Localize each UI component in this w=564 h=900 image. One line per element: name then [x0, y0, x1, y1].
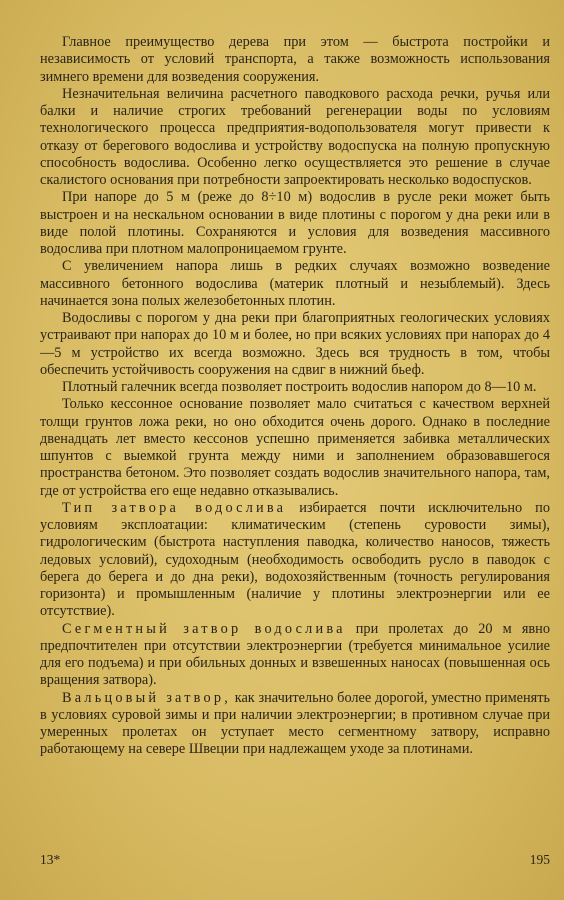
paragraph-text: Плотный галечник всегда позволяет построить водослив напором до 8—10 м. — [62, 379, 537, 395]
paragraph-text: Водосливы с порогом у дна реки при благоприятных геологических условиях устраивают при напорах до 10 м и более, но при всяких условиях при напорах до 4—5 м устройство их всегда возможно. Здесь вся трудность в том, чтобы обеспечить устойчивость сооружения на сдвиг в нижний бьеф. — [40, 310, 550, 378]
paragraph-text: как значительно более дорогой, уместно применять в условиях суровой зимы и при наличии электроэнергии; в противном случае при умеренных пролетах он уступает место сегментному затвору, исправно работающему на севере Швеции при надлежащем уходе за плотинами. — [40, 689, 550, 758]
paragraph-lead: Вальцовый затвор, — [62, 689, 231, 706]
paragraph-text: избирается почти исключительно по условиям эксплоатации: климатическим (степень суровости зимы), гидрологическим (быстрота наступления паводка, количество наносов, тяжесть ледовых условий), судоходным (необходимость освободить русло в паводок с берега до берега и до дна реки), водохозяйственным (точность регулирования горизонта) и промышленным (наличие у плотины электроэнергии или ее отсутствие). — [40, 499, 550, 620]
paragraph — [40, 86, 550, 190]
paragraph — [40, 379, 550, 396]
paragraph-text: С увеличением напора лишь в редких случаях возможно возведение массивного бетонного водослива (материк плотный и незыблемый). Здесь начинается зона полых железобетонных плотин. — [40, 258, 550, 309]
paragraph — [40, 189, 550, 258]
book-page — [40, 34, 550, 874]
page-footer — [40, 852, 550, 868]
paragraph — [40, 500, 550, 621]
paragraph — [40, 310, 550, 379]
paragraph — [40, 258, 550, 310]
page-number: 195 — [529, 852, 550, 867]
signature-mark: 13* — [40, 852, 61, 867]
paragraph-text: при пролетах до 20 м явно предпочтителен при отсутствии электроэнергии (требуется минимальное усилие для его подъема) и при обильных донных и взвешенных наносах (повышенная ось вращения затвора). — [40, 620, 550, 689]
paragraph-text: При напоре до 5 м (реже до 8÷10 м) водослив в русле реки может быть выстроен и на нескальном основании в виде плотины с порогом у дна реки или в виде полой плотины. Сохраняются и условия для возведения массивного водослива при плотном малопроницаемом грунте. — [40, 189, 550, 257]
body-text — [40, 34, 550, 759]
paragraph-text: Главное преимущество дерева при этом — быстрота постройки и независимость от условий транспорта, а также возможность использования зимнего времени для возведения сооружения. — [40, 34, 550, 85]
paragraph-text: Незначительная величина расчетного паводкового расхода речки, ручья или балки и наличие строгих требований регенерации воды по условиям технологического процесса предприятия-водопользователя могут привести к отказу от берегового водослива и устройству водоспуска на полную пропускную способность водослива. Особенно легко осуществляется это решение в случае скалистого основания при потребности запроектировать несколько водоспусков. — [40, 85, 550, 188]
paragraph-lead: Сегментный затвор водослива — [62, 620, 346, 637]
paragraph — [40, 690, 550, 759]
paragraph-text: Только кессонное основание позволяет мало считаться с качеством верхней толщи грунтов ложа реки, но оно обходится очень дорого. Однако в последние двенадцать лет вместо кессонов успешно применяется забивка металлических шпунтов с выемкой грунта между ними и заполнением образовавшегося пространства бетоном. Это позволяет создать водослив значительного напора, там, где от устройства его еще недавно отказывались. — [40, 396, 550, 499]
paragraph — [40, 396, 550, 500]
paragraph-lead: Тип затвора водослива — [62, 499, 287, 516]
paragraph — [40, 34, 550, 86]
paragraph — [40, 621, 550, 690]
